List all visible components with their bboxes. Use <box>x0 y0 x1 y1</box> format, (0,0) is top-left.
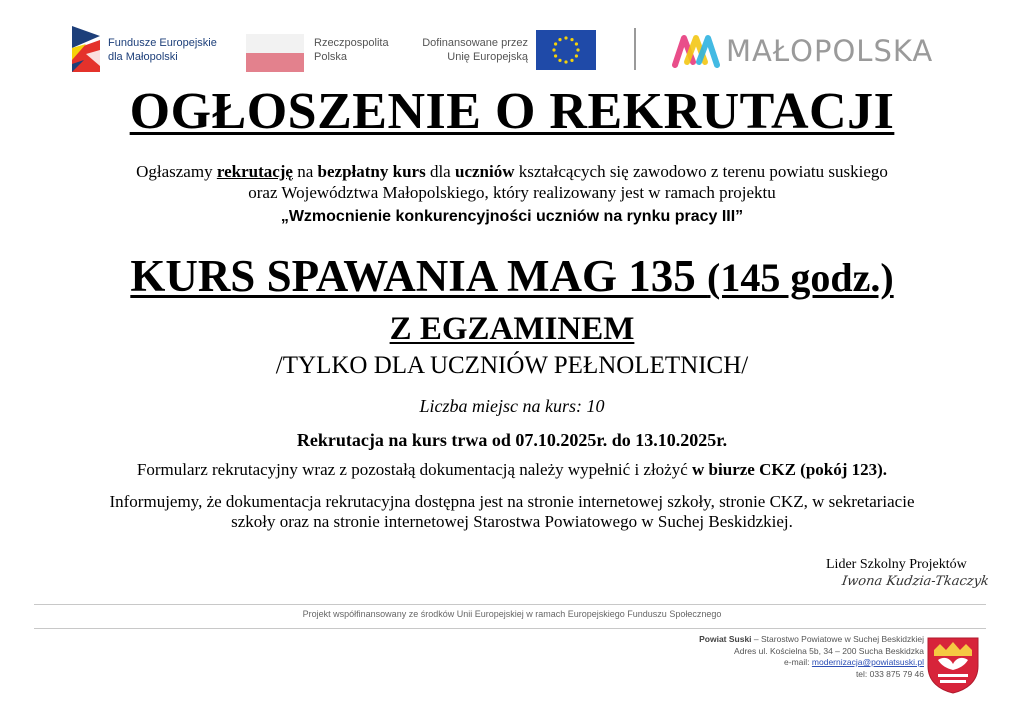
intro-students: uczniów <box>454 162 515 181</box>
footer-email-link[interactable]: modernizacja@powiatsuski.pl <box>811 657 924 667</box>
signature-role: Lider Szkolny Projektów <box>826 557 967 572</box>
eu-line1: Dofinansowane przez <box>422 37 528 49</box>
footer-street: Adres ul. Kościelna 5b, 34 – 200 Sucha Beskidzka <box>734 645 924 656</box>
poland-flag-icon <box>246 34 304 72</box>
adults-only-note: /TYLKO DLA UCZNIÓW PEŁNOLETNICH/ <box>275 352 749 379</box>
handwritten-signature: Iwona Kudzia-Tkaczyk <box>840 574 990 589</box>
pl-line1: Rzeczpospolita <box>314 37 389 49</box>
intro-line2: oraz Województwa Małopolskiego, który realizowany jest w ramach projektu <box>248 183 776 202</box>
logo-bar <box>0 20 1024 80</box>
course-exam: Z EGZAMINEM <box>389 311 635 347</box>
form-text: Formularz rekrutacyjny wraz z pozostałą dokumentacją należy wypełnić i złożyć <box>136 460 693 479</box>
eu-flag-icon <box>536 30 596 75</box>
powiat-crest-icon <box>926 636 980 699</box>
intro-free-course: bezpłatny kurs <box>317 162 426 181</box>
fundusze-europejskie-logo-icon <box>70 24 102 79</box>
eu-line2: Unię Europejską <box>447 51 528 63</box>
pl-line2: Polska <box>314 51 348 63</box>
info-line2: szkoły oraz na stronie internetowej Starostwa Powiatowego w Suchej Beskidzkiej. <box>231 512 793 531</box>
intro-paragraph <box>0 161 1024 203</box>
documentation-info <box>0 492 1024 532</box>
course-name: KURS SPAWANIA MAG 135 <box>130 251 708 301</box>
recruitment-dates: Rekrutacja na kurs trwa od 07.10.2025r. do 13.10.2025r. <box>296 430 728 450</box>
info-line1: Informujemy, że dokumentacja rekrutacyjna dostępna jest na stronie internetowej szkoły, stronie CKZ, w sekretariacie <box>109 492 915 511</box>
logo-separator <box>634 28 636 70</box>
fe-line2: dla Małopolski <box>108 51 178 63</box>
fe-line1: Fundusze Europejskie <box>108 37 217 49</box>
page-title: OGŁOSZENIE O REKRUTACJI <box>129 83 895 140</box>
footer-phone: tel: 033 875 79 46 <box>855 668 924 679</box>
places-count: Liczba miejsc na kurs: 10 <box>419 396 605 416</box>
footer-email-label: e-mail: <box>784 657 812 667</box>
form-instructions <box>0 460 1024 480</box>
project-name: „Wzmocnienie konkurencyjności uczniów na rynku pracy III” <box>280 208 744 225</box>
course-hours: (145 godz.) <box>707 255 894 300</box>
footer-divider-bottom <box>34 628 986 629</box>
eu-cofinancing-text <box>410 36 528 64</box>
rzeczpospolita-text <box>314 36 389 64</box>
footer-org: Powiat Suski <box>699 634 752 644</box>
intro-text: dla <box>425 162 455 181</box>
footer-org-rest: – Starostwo Powiatowe w Suchej Beskidzkiej <box>751 634 924 644</box>
intro-text: Ogłaszamy <box>136 162 217 181</box>
intro-text: na <box>292 162 318 181</box>
intro-text: kształcących się zawodowo z terenu powiatu suskiego <box>514 162 888 181</box>
intro-rekrutacje: rekrutację <box>216 162 293 181</box>
footer-address <box>699 634 924 680</box>
malopolska-wordmark: MAŁOPOLSKA <box>726 34 934 68</box>
malopolska-logo-icon <box>672 32 720 73</box>
fundusze-europejskie-text <box>108 36 217 64</box>
footer-divider-top <box>34 604 986 605</box>
course-title <box>0 250 1024 302</box>
form-place: w biurze CKZ (pokój 123). <box>692 460 888 479</box>
cofinancing-note: Projekt współfinansowany ze środków Unii Europejskiej w ramach Europejskiego Funduszu Społecznego <box>302 609 722 619</box>
